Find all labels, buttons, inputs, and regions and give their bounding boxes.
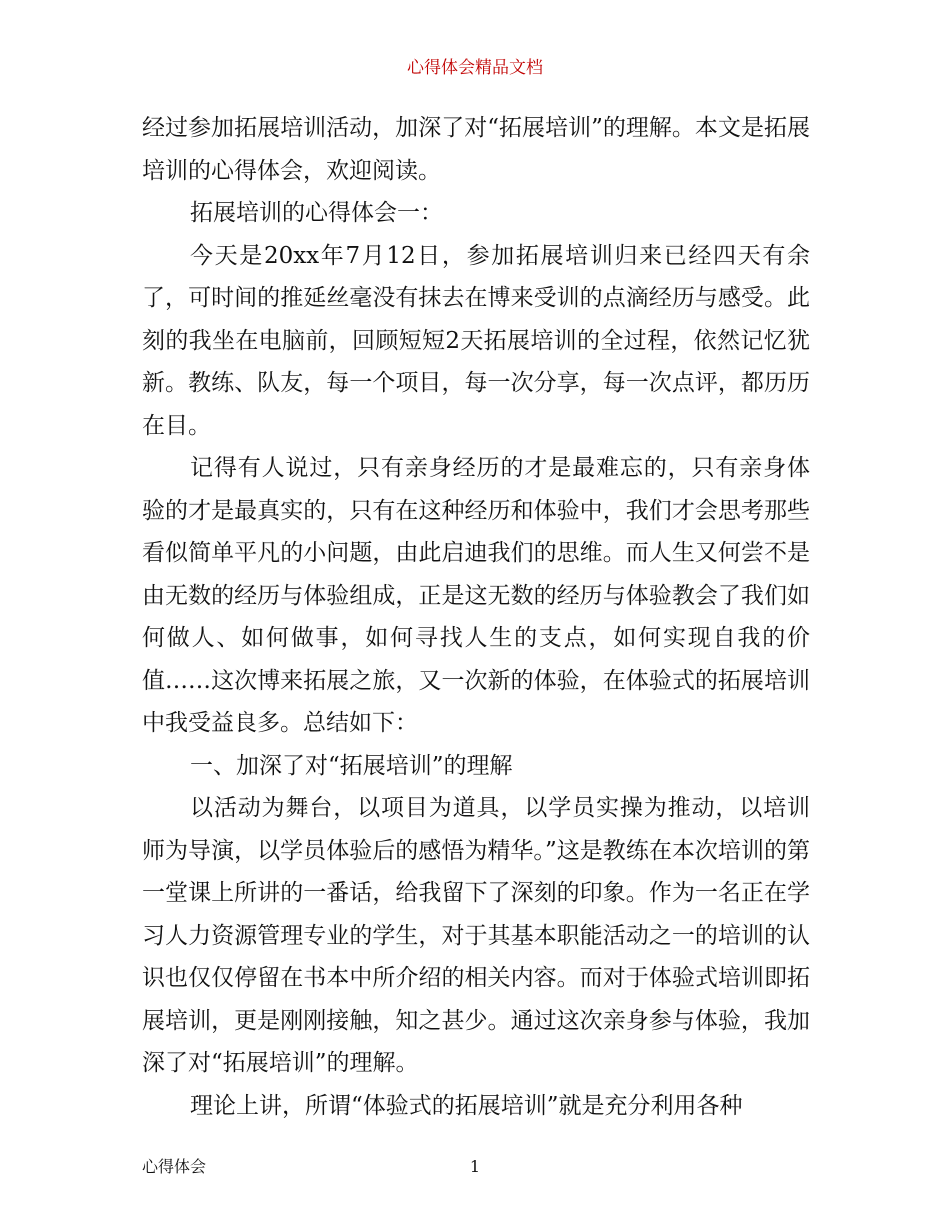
document-header-title: 心得体会精品文档 xyxy=(407,58,543,78)
footer-label: 心得体会 xyxy=(142,1157,207,1176)
subsection-heading-1: 一、加深了对“拓展培训”的理解 xyxy=(190,752,513,779)
body-paragraph: 以活动为舞台，以项目为道具，以学员实操为推动，以培训师为导演，以学员体验后的感悟为精华。”这是教练在本次培训的第一堂课上所讲的一番话，给我留下了深刻的印象。作为一名正在学习人力资源管理专业的学生，对于其基本职能活动之一的培训的认识也仅仅停留在书本中所介绍的相关内容。而对于体验式培训即拓展培训，更是刚刚接触，知之甚少。通过这次亲身参与体验，我加深了对“拓展培训”的理解。 xyxy=(142,795,810,1076)
body-paragraph: 记得有人说过，只有亲身经历的才是最难忘的，只有亲身体验的才是最真实的，只有在这种经历和体验中，我们才会思考那些看似简单平凡的小问题，由此启迪我们的思维。而人生又何尝不是由无数的经历与体验组成，正是这无数的经历与体验教会了我们如何做人、如何做事，如何寻找人生的支点，如何实现自我的价值……这次博来拓展之旅，又一次新的体验，在体验式的拓展培训中我受益良多。总结如下： xyxy=(142,455,810,736)
document-body xyxy=(142,107,810,1127)
body-paragraph: 理论上讲，所谓“体验式的拓展培训”就是充分利用各种 xyxy=(190,1092,743,1119)
page-number: 1 xyxy=(469,1157,481,1176)
intro-paragraph: 经过参加拓展培训活动，加深了对“拓展培训”的理解。本文是拓展培训的心得体会，欢迎阅读。 xyxy=(142,115,810,184)
body-paragraph: 今天是20xx年7月12日，参加拓展培训归来已经四天有余了，可时间的推延丝毫没有抹去在博来受训的点滴经历与感受。此刻的我坐在电脑前，回顾短短2天拓展培训的全过程，依然记忆犹新。教练、队友，每一个项目，每一次分享，每一次点评，都历历在目。 xyxy=(142,242,810,439)
section-heading-1: 拓展培训的心得体会一： xyxy=(190,200,443,226)
